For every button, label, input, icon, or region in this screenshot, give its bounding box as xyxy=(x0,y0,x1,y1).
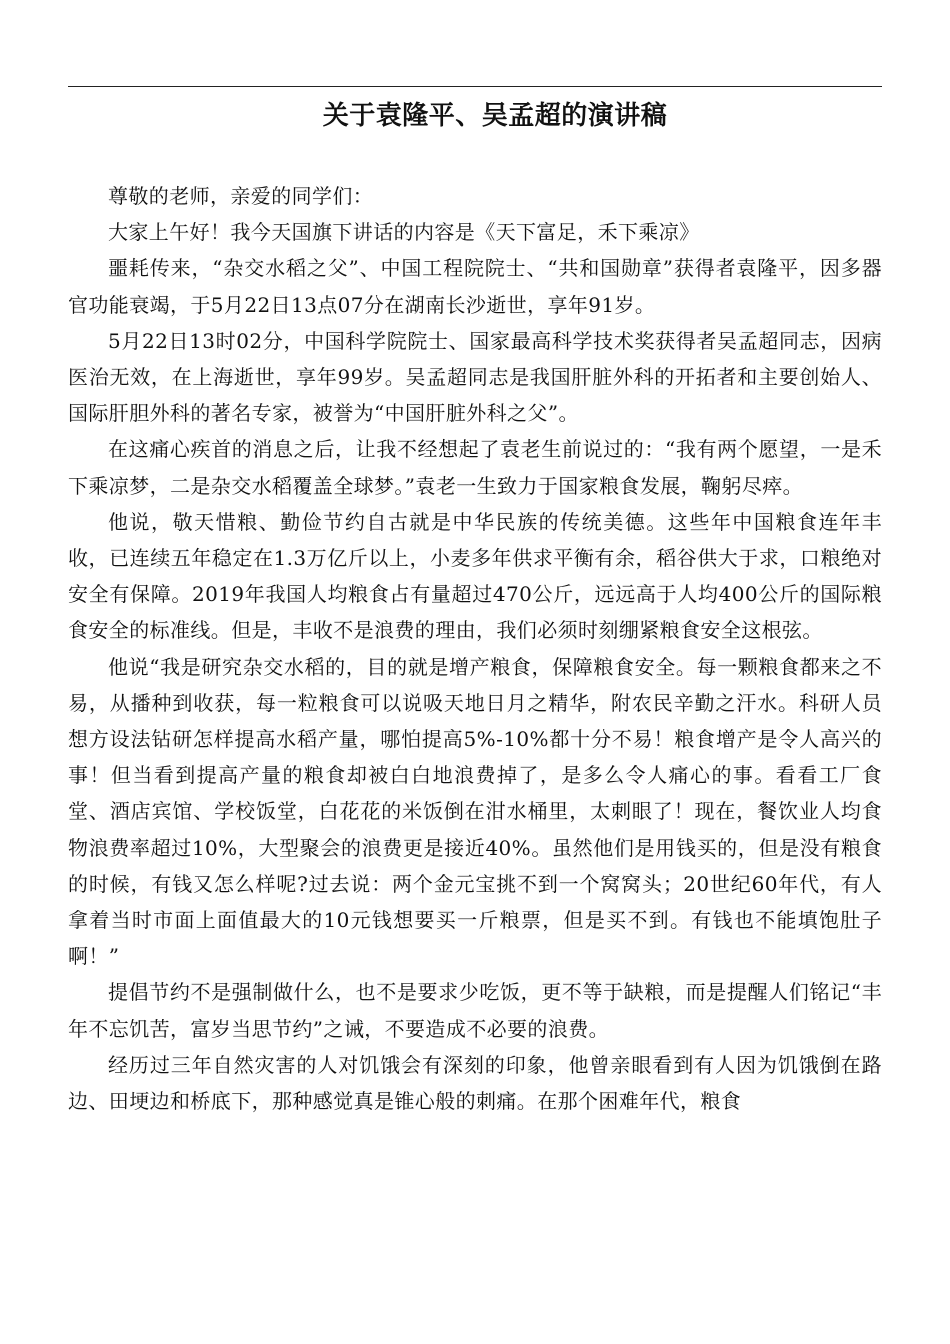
document-title: 关于袁隆平、吴孟超的演讲稿 xyxy=(322,101,668,131)
document-body xyxy=(68,178,882,1119)
body-paragraph: 经历过三年自然灾害的人对饥饿会有深刻的印象，他曾亲眼看到有人因为饥饿倒在路边、田埂边和桥底下，那种感觉真是锥心般的刺痛。在那个困难年代，粮食 xyxy=(68,1052,882,1114)
header-rule xyxy=(68,86,882,87)
body-paragraph: 他说“我是研究杂交水稻的，目的就是增产粮食，保障粮食安全。每一颗粮食都来之不易，从播种到收获，每一粒粮食可以说吸天地日月之精华，附农民辛勤之汗水。科研人员想方设法钻研怎样提高水稻产量，哪怕提高5%-10%都十分不易！粮食增产是令人高兴的事！但当看到提高产量的粮食却被白白地浪费掉了，是多么令人痛心的事。看看工厂食堂、酒店宾馆、学校饭堂，白花花的米饭倒在泔水桶里，太刺眼了！现在，餐饮业人均食物浪费率超过10%，大型聚会的浪费更是接近40%。虽然他们是用钱买的，但是没有粮食的时候，有钱又怎么样呢?过去说：两个金元宝挑不到一个窝窝头；20世纪60年代，有人拿着当时市面上面值最大的10元钱想要买一斤粮票，但是买不到。有钱也不能填饱肚子啊！” xyxy=(68,654,882,969)
body-paragraph: 在这痛心疾首的消息之后，让我不经想起了袁老生前说过的：“我有两个愿望，一是禾下乘凉梦，二是杂交水稻覆盖全球梦。”袁老一生致力于国家粮食发展，鞠躬尽瘁。 xyxy=(68,437,882,498)
body-paragraph: 5月22日13时02分，中国科学院院士、国家最高科学技术奖获得者吴孟超同志，因病医治无效，在上海逝世，享年99岁。吴孟超同志是我国肝脏外科的开拓者和主要创始人、国际肝胆外科的著名专家，被誉为“中国肝脏外科之父”。 xyxy=(68,328,882,426)
body-paragraph: 提倡节约不是强制做什么，也不是要求少吃饭，更不等于缺粮，而是提醒人们铭记“丰年不忘饥苦，富岁当思节约”之诫，不要造成不必要的浪费。 xyxy=(68,980,882,1041)
salutation-paragraph: 尊敬的老师，亲爱的同学们： xyxy=(108,184,374,208)
body-paragraph: 噩耗传来，“杂交水稻之父”、中国工程院院士、“共和国勋章”获得者袁隆平，因多器官功能衰竭，于5月22日13点07分在湖南长沙逝世，享年91岁。 xyxy=(68,256,882,317)
body-paragraph: 大家上午好！我今天国旗下讲话的内容是《天下富足，禾下乘凉》 xyxy=(108,220,700,245)
body-paragraph: 他说，敬天惜粮、勤俭节约自古就是中华民族的传统美德。这些年中国粮食连年丰收，已连续五年稳定在1.3万亿斤以上，小麦多年供求平衡有余，稻谷供大于求，口粮绝对安全有保障。2019年我国人均粮食占有量超过470公斤，远远高于人均400公斤的国际粮食安全的标准线。但是，丰收不是浪费的理由，我们必须时刻绷紧粮食安全这根弦。 xyxy=(68,509,882,643)
